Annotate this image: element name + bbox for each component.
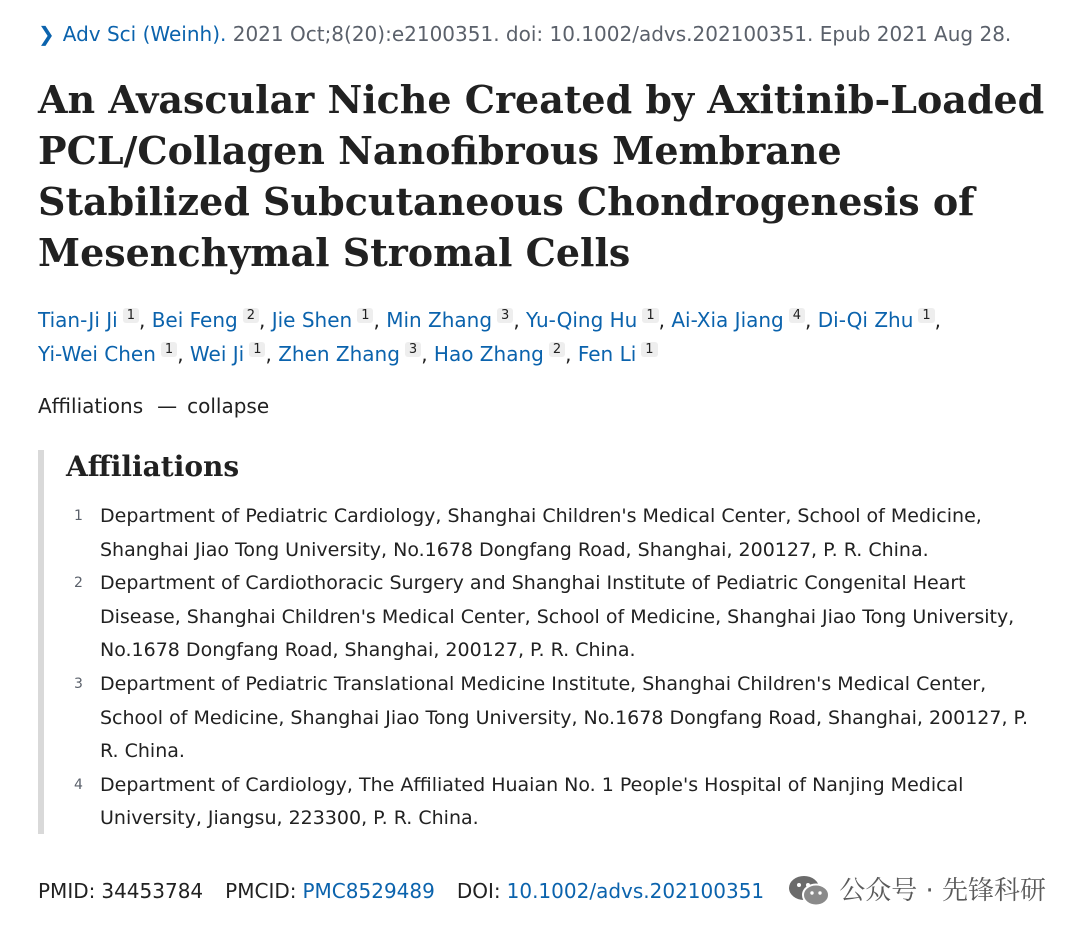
author-link[interactable]: Zhen Zhang (278, 342, 400, 366)
author-link[interactable]: Yu-Qing Hu (526, 308, 638, 332)
pmid-value: 34453784 (101, 879, 204, 903)
author-affiliation-ref[interactable]: 2 (549, 342, 565, 357)
watermark (787, 872, 1046, 910)
author-affiliation-ref[interactable]: 1 (249, 342, 265, 357)
pmcid-link[interactable]: PMC8529489 (302, 879, 435, 903)
affiliation-number: 4 (74, 776, 83, 793)
citation-line (38, 18, 1068, 50)
affiliation-text: Department of Pediatric Cardiology, Shanghai Children's Medical Center, School of Medicine, Shanghai Jiao Tong University, No.1678 Dongfang Road, Shanghai, 200127, P. R. China. (100, 505, 982, 561)
author-affiliation-ref[interactable]: 1 (641, 342, 657, 357)
author-separator: , (265, 342, 279, 366)
affiliations-heading: Affiliations (66, 450, 240, 483)
author-separator: , (259, 308, 272, 332)
affiliation-item (44, 668, 1052, 769)
author-affiliation-ref[interactable]: 4 (789, 308, 805, 323)
author-link[interactable]: Fen Li (577, 342, 637, 366)
author-link[interactable]: Hao Zhang (433, 342, 544, 366)
author-separator: , (658, 308, 672, 332)
author-link[interactable]: Di-Qi Zhu (817, 308, 914, 332)
minus-icon: — (157, 394, 178, 418)
journal-link[interactable]: Adv Sci (Weinh). (62, 22, 227, 46)
author-link[interactable]: Wei Ji (189, 342, 245, 366)
author-affiliation-ref[interactable]: 2 (243, 308, 259, 323)
author-affiliation-ref[interactable]: 1 (357, 308, 373, 323)
watermark-text: 公众号 · 先锋科研 (839, 876, 1046, 906)
author-separator: , (373, 308, 387, 332)
affiliation-item (44, 500, 1052, 567)
article-title: An Avascular Niche Created by Axitinib-Loaded PCL/Collagen Nanofibrous Membrane Stabilized Subcutaneous Chondrogenesis of Mesenchymal Stromal Cells (38, 77, 1045, 275)
author-affiliation-ref[interactable]: 3 (497, 308, 513, 323)
doi-label: DOI: (456, 879, 501, 903)
author-separator: , (934, 308, 942, 332)
author-link[interactable]: Jie Shen (271, 308, 353, 332)
author-separator: , (805, 308, 818, 332)
affiliation-number: 2 (74, 575, 83, 592)
citation-details: 2021 Oct;8(20):e2100351. doi: 10.1002/advs.202100351. Epub 2021 Aug 28. (226, 22, 1012, 46)
author-affiliation-ref[interactable]: 1 (123, 308, 139, 323)
affiliation-text: Department of Cardiology, The Affiliated Huaian No. 1 People's Hospital of Nanjing Medical University, Jiangsu, 223300, P. R. China. (100, 773, 964, 830)
collapse-label: collapse (187, 394, 270, 418)
author-affiliation-ref[interactable]: 1 (642, 308, 658, 323)
affiliation-item (44, 769, 1052, 836)
affiliations-panel (38, 450, 1068, 834)
doi-link[interactable]: 10.1002/advs.202100351 (506, 879, 765, 903)
author-separator: , (513, 308, 527, 332)
affiliations-toggle-label: Affiliations (38, 394, 144, 418)
pmcid-label: PMCID: (225, 879, 297, 903)
author-affiliation-ref[interactable]: 1 (161, 342, 177, 357)
chevron-right-icon: ❯ (38, 22, 55, 46)
affiliations-list (44, 500, 1052, 836)
wechat-icon (787, 874, 831, 908)
pmid-label: PMID: (38, 879, 96, 903)
affiliation-item (44, 567, 1052, 668)
author-separator: , (138, 308, 152, 332)
author-link[interactable]: Min Zhang (386, 308, 493, 332)
affiliation-text: Department of Cardiothoracic Surgery and Shanghai Institute of Pediatric Congenital Heart Disease, Shanghai Children's Medical Center, School of Medicine, Shanghai Jiao Tong University, No.1678 Dongfang Road, Shanghai, 200127, P. R. China. (100, 572, 1015, 662)
affiliation-number: 3 (74, 675, 83, 692)
author-separator: , (565, 342, 578, 366)
author-separator: , (177, 342, 190, 366)
author-affiliation-ref[interactable]: 1 (918, 308, 934, 323)
affiliations-toggle[interactable] (38, 390, 269, 422)
author-link[interactable]: Ai-Xia Jiang (671, 308, 784, 332)
author-link[interactable]: Bei Feng (151, 308, 238, 332)
affiliation-number: 1 (74, 508, 83, 524)
authors-list (38, 303, 1058, 371)
author-link[interactable]: Tian-Ji Ji (38, 308, 118, 332)
affiliation-text: Department of Pediatric Translational Medicine Institute, Shanghai Children's Medical Center, School of Medicine, Shanghai Jiao Tong University, No.1678 Dongfang Road, Shanghai, 200127, P. R. China. (100, 672, 1029, 763)
author-separator: , (421, 342, 434, 366)
author-link[interactable]: Yi-Wei Chen (38, 342, 156, 366)
author-affiliation-ref[interactable]: 3 (405, 342, 421, 357)
